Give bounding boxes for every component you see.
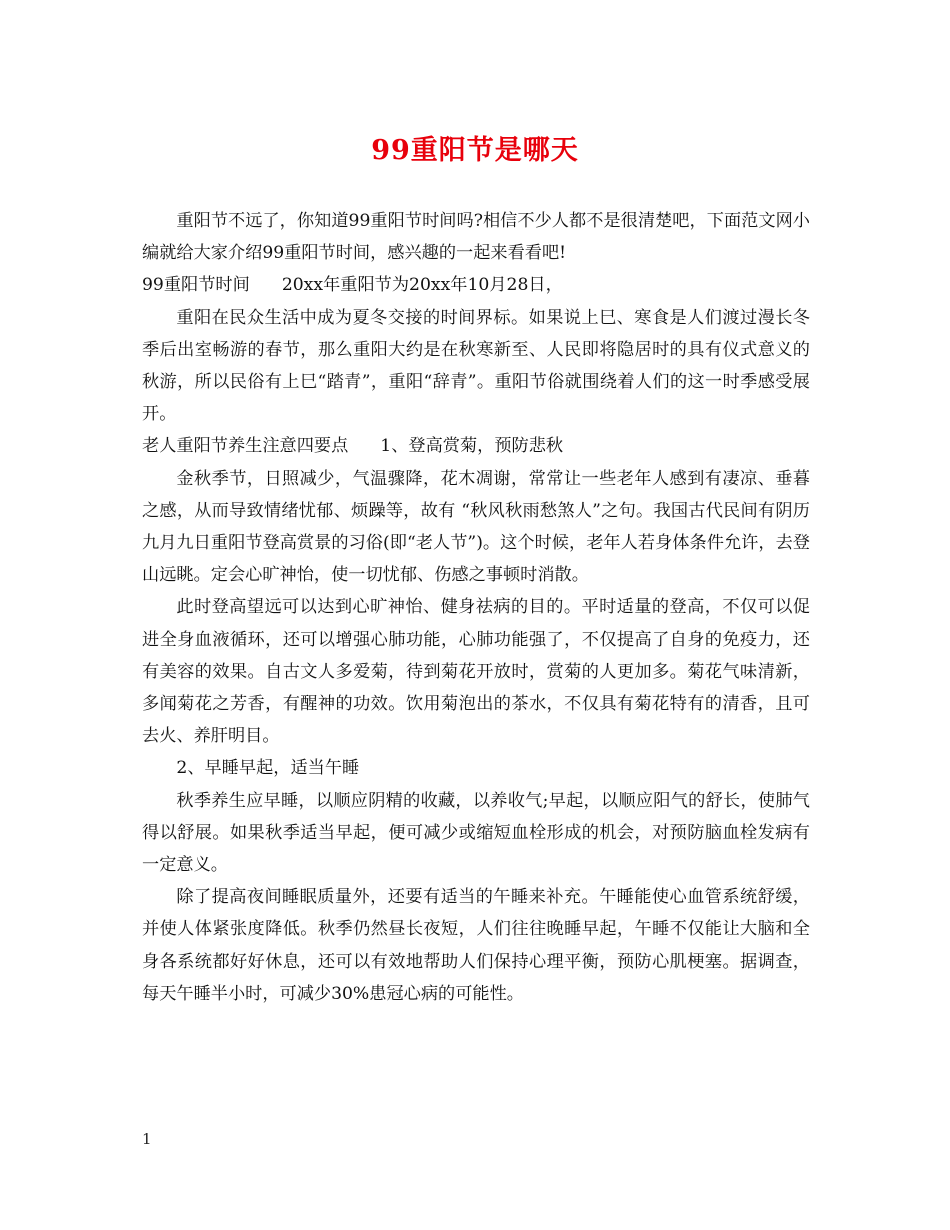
section-heading-health	[142, 430, 810, 462]
page-number: 1	[142, 1130, 152, 1148]
point-1-heading: 1、登高赏菊，预防悲秋	[380, 436, 564, 457]
nap-paragraph: 除了提高夜间睡眠质量外，还要有适当的午睡来补充。午睡能使心血管系统舒缓，并使人体紧张度降低。秋季仍然昼长夜短，人们往往晚睡早起，午睡不仅能让大脑和全身各系统都好好休息，还可以有效地帮助人们保持心理平衡，预防心肌梗塞。据调查，每天午睡半小时，可减少30%患冠心病的可能性。	[142, 887, 810, 1004]
point-2-heading: 2、早睡早起，适当午睡	[176, 758, 360, 779]
document-title: 99重阳节是哪天	[371, 135, 579, 166]
intro-paragraph: 重阳节不远了，你知道99重阳节时间吗?相信不少人都不是很清楚吧，下面范文网小编就给大家介绍99重阳节时间，感兴趣的一起来看看吧!	[142, 211, 810, 264]
section-heading-detail: 20xx年重阳节为20xx年10月28日，	[281, 275, 563, 296]
section-heading-date	[142, 269, 810, 301]
sleep-paragraph: 秋季养生应早睡，以顺应阴精的收藏，以养收气;早起，以顺应阳气的舒长，使肺气得以舒展。如果秋季适当早起，便可减少或缩短血栓形成的机会，对预防脑血栓发病有一定意义。	[142, 790, 810, 876]
autumn-paragraph: 金秋季节，日照减少，气温骤降，花木凋谢，常常让一些老年人感到有凄凉、垂暮之感，从而导致情绪忧郁、烦躁等，故有 “秋风秋雨愁煞人”之句。我国古代民间有阴历九月九日重阳节登高赏景的习俗(即“老人节”)。这个时候，老年人若身体条件允许，去登山远眺。定会心旷神怡，使一切忧郁、伤感之事顿时消散。	[142, 468, 810, 586]
document-body	[142, 205, 810, 1010]
health-heading-label: 老人重阳节养生注意四要点	[142, 436, 349, 457]
section-heading-label: 99重阳节时间	[142, 275, 250, 296]
customs-paragraph: 重阳在民众生活中成为夏冬交接的时间界标。如果说上巳、寒食是人们渡过漫长冬季后出室畅游的春节，那么重阳大约是在秋寒新至、人民即将隐居时的具有仪式意义的秋游，所以民俗有上巳“踏青”，重阳“辞青”。重阳节俗就围绕着人们的这一时季感受展开。	[142, 307, 810, 425]
climbing-paragraph: 此时登高望远可以达到心旷神怡、健身祛病的目的。平时适量的登高，不仅可以促进全身血液循环，还可以增强心肺功能，心肺功能强了，不仅提高了自身的免疫力，还有美容的效果。自古文人多爱菊，待到菊花开放时，赏菊的人更加多。菊花气味清新，多闻菊花之芳香，有醒神的功效。饮用菊泡出的茶水，不仅具有菊花特有的清香，且可去火、养肝明目。	[142, 597, 810, 747]
